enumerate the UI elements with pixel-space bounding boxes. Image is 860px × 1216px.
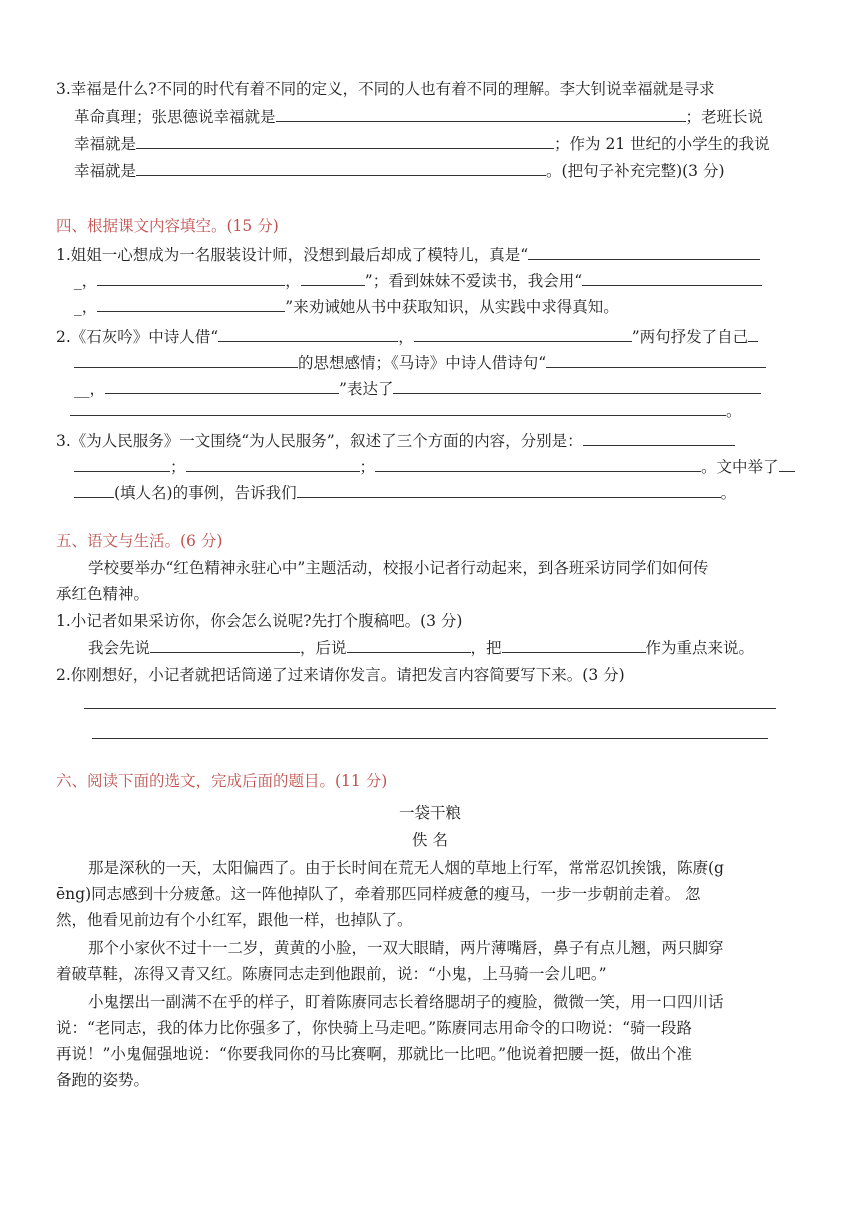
s4-q3-line-3: (填人名)的事例，告诉我们 。	[74, 482, 736, 504]
answer-blank[interactable]	[136, 133, 554, 149]
s4-q1-line-3: _， ”来劝诫她从书中获取知识，从实践中求得真知。	[74, 298, 619, 316]
s4-q3-line-1: 3.《为人民服务》一文围绕“为人民服务”，叙述了三个方面的内容，分别是：	[56, 430, 735, 452]
q3-line-1: 3.幸福是什么?不同的时代有着不同的定义，不同的人也有着不同的理解。李大钊说幸福就是寻求	[56, 80, 715, 98]
answer-blank[interactable]	[218, 326, 398, 342]
answer-blank[interactable]	[528, 244, 760, 260]
answer-blank[interactable]	[105, 378, 339, 394]
answer-blank[interactable]	[393, 378, 761, 394]
answer-blank[interactable]	[150, 637, 300, 653]
passage-line: 再说！”小鬼倔强地说：“你要我同你的马比赛啊，那就比一比吧。”他说着把腰一挺，做出个准	[56, 1045, 693, 1063]
answer-blank[interactable]	[70, 400, 726, 416]
answer-blank[interactable]	[582, 270, 762, 286]
answer-blank[interactable]	[301, 270, 365, 286]
answer-blank[interactable]	[748, 326, 758, 342]
passage-title: 一袋干粮	[398, 804, 461, 822]
s4-q2-line-4: 。	[70, 400, 742, 422]
answer-blank[interactable]	[414, 326, 632, 342]
answer-blank[interactable]	[136, 160, 546, 176]
answer-blank[interactable]	[74, 456, 170, 472]
answer-blank[interactable]	[74, 352, 298, 368]
s5-intro-1: 学校要举办“红色精神永驻心中”主题活动，校报小记者行动起来，到各班采访同学们如何传	[88, 559, 709, 577]
answer-blank[interactable]	[347, 637, 471, 653]
q3-line-4: 幸福就是 。(把句子补充完整)(3 分)	[74, 162, 725, 180]
s4-q2-line-1: 2.《石灰吟》中诗人借“ ， ”两句抒发了自己	[56, 326, 758, 348]
answer-blank[interactable]	[297, 482, 721, 498]
answer-blank[interactable]	[276, 106, 686, 122]
passage-line: 小鬼摆出一副满不在乎的样子，盯着陈赓同志长着络腮胡子的瘦脸，微微一笑，用一口四川话	[88, 993, 724, 1011]
q3-line-2: 革命真理；张思德说幸福就是 ；老班长说	[74, 108, 764, 126]
passage-line: 那是深秋的一天，太阳偏西了。由于长时间在荒无人烟的草地上行军，常常忍饥挨饿，陈赓(g	[88, 859, 724, 877]
s4-q2-line-3: __， ”表达了	[74, 378, 761, 400]
s4-q3-line-2: ； ； 。文中举了	[74, 456, 795, 478]
section-6-title: 六、阅读下面的选文，完成后面的题目。(11 分)	[56, 772, 388, 790]
answer-blank[interactable]	[502, 637, 646, 653]
answer-blank[interactable]	[583, 430, 735, 446]
answer-line[interactable]	[92, 738, 768, 739]
answer-blank[interactable]	[186, 456, 360, 472]
s4-q2-line-2: 的思想感情；《马诗》中诗人借诗句“	[74, 352, 766, 374]
answer-line[interactable]	[84, 708, 776, 709]
s5-q1: 1.小记者如果采访你，你会怎么说呢?先打个腹稿吧。(3 分)	[56, 612, 463, 630]
s5-q1-fill: 我会先说 ，后说 ，把 作为重点来说。	[88, 639, 755, 657]
answer-blank[interactable]	[375, 456, 701, 472]
passage-line: ēng)同志感到十分疲惫。这一阵他掉队了，牵着那匹同样疲惫的瘦马，一步一步朝前走着。 忽	[56, 885, 701, 903]
passage-line: 着破草鞋，冻得又青又红。陈赓同志走到他跟前，说：“小鬼，上马骑一会儿吧。”	[56, 965, 607, 983]
s4-q1-line-1: 1.姐姐一心想成为一名服装设计师，没想到最后却成了模特儿，真是“	[56, 244, 760, 266]
s5-intro-2: 承红色精神。	[56, 585, 150, 603]
answer-blank[interactable]	[97, 296, 285, 312]
s4-q1-line-2: _， ， ”；看到妹妹不爱读书，我会用“	[74, 270, 762, 292]
q3-line-3: 幸福就是 ；作为 21 世纪的小学生的我说	[74, 135, 770, 153]
passage-line: 那个小家伙不过十一二岁，黄黄的小脸，一双大眼睛，两片薄嘴唇，鼻子有点儿翘，两只脚穿	[88, 939, 724, 957]
section-4-title: 四、根据课文内容填空。(15 分)	[56, 217, 279, 235]
passage-line: 说：“老同志，我的体力比你强多了，你快骑上马走吧。”陈赓同志用命令的口吻说：“骑一段路	[56, 1019, 693, 1037]
s5-q2: 2.你刚想好，小记者就把话筒递了过来请你发言。请把发言内容简要写下来。(3 分)	[56, 666, 625, 684]
answer-blank[interactable]	[74, 482, 114, 498]
passage-line: 然，他看见前边有个小红军，跟他一样，也掉队了。	[56, 911, 413, 929]
answer-blank[interactable]	[97, 270, 285, 286]
passage-line: 备跑的姿势。	[56, 1071, 150, 1089]
answer-blank[interactable]	[546, 352, 766, 368]
answer-blank[interactable]	[779, 456, 795, 472]
section-5-title: 五、语文与生活。(6 分)	[56, 532, 223, 550]
passage-author: 佚 名	[412, 831, 448, 849]
